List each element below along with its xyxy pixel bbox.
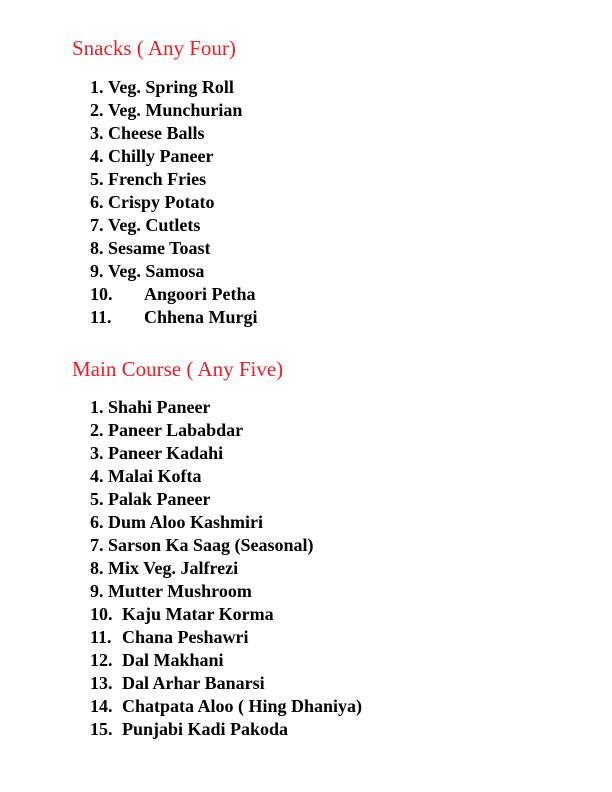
- item-number: 10.: [90, 604, 113, 624]
- item-number: 7.: [90, 215, 104, 235]
- main-course-heading: Main Course ( Any Five): [72, 357, 284, 381]
- item-label: Chilly Paneer: [108, 146, 214, 166]
- item-number: 5.: [90, 489, 104, 509]
- item-number: 2.: [90, 100, 104, 120]
- item-label: Veg. Cutlets: [108, 215, 201, 235]
- item-label: Mutter Mushroom: [108, 581, 252, 601]
- item-label: Chatpata Aloo ( Hing Dhaniya): [122, 696, 363, 716]
- item-number: 4.: [90, 466, 104, 486]
- item-number: 11.: [90, 627, 112, 647]
- item-label: Shahi Paneer: [108, 397, 211, 417]
- item-label: Angoori Petha: [144, 284, 256, 304]
- item-label: Sesame Toast: [108, 238, 211, 258]
- item-number: 2.: [90, 420, 104, 440]
- item-number: 12.: [90, 650, 113, 670]
- item-number: 15.: [90, 719, 113, 739]
- item-number: 3.: [90, 123, 104, 143]
- item-label: Veg. Munchurian: [108, 100, 243, 120]
- item-number: 10.: [90, 284, 113, 304]
- item-number: 3.: [90, 443, 104, 463]
- item-label: Chana Peshawri: [122, 627, 249, 647]
- item-label: French Fries: [108, 169, 207, 189]
- item-number: 7.: [90, 535, 104, 555]
- item-number: 1.: [90, 77, 104, 97]
- item-label: Cheese Balls: [108, 123, 205, 143]
- item-label: Dal Arhar Banarsi: [122, 673, 265, 693]
- item-number: 1.: [90, 397, 104, 417]
- item-number: 6.: [90, 512, 104, 532]
- item-label: Veg. Samosa: [108, 261, 205, 281]
- item-label: Crispy Potato: [108, 192, 215, 212]
- snacks-heading: Snacks ( Any Four): [72, 36, 236, 60]
- item-label: Veg. Spring Roll: [108, 77, 234, 97]
- item-label: Punjabi Kadi Pakoda: [122, 719, 289, 739]
- item-number: 8.: [90, 238, 104, 258]
- item-number: 9.: [90, 261, 104, 281]
- item-number: 8.: [90, 558, 104, 578]
- item-label: Malai Kofta: [108, 466, 202, 486]
- item-number: 13.: [90, 673, 113, 693]
- item-number: 9.: [90, 581, 104, 601]
- item-label: Paneer Lababdar: [108, 420, 244, 440]
- item-label: Paneer Kadahi: [108, 443, 224, 463]
- item-number: 14.: [90, 696, 113, 716]
- item-label: Palak Paneer: [108, 489, 211, 509]
- item-label: Dal Makhani: [122, 650, 224, 670]
- item-number: 5.: [90, 169, 104, 189]
- item-label: Chhena Murgi: [144, 307, 258, 327]
- item-label: Sarson Ka Saag (Seasonal): [108, 535, 314, 555]
- item-number: 6.: [90, 192, 104, 212]
- item-label: Kaju Matar Korma: [122, 604, 274, 624]
- item-label: Dum Aloo Kashmiri: [108, 512, 264, 532]
- item-number: 11.: [90, 307, 112, 327]
- item-number: 4.: [90, 146, 104, 166]
- item-label: Mix Veg. Jalfrezi: [108, 558, 239, 578]
